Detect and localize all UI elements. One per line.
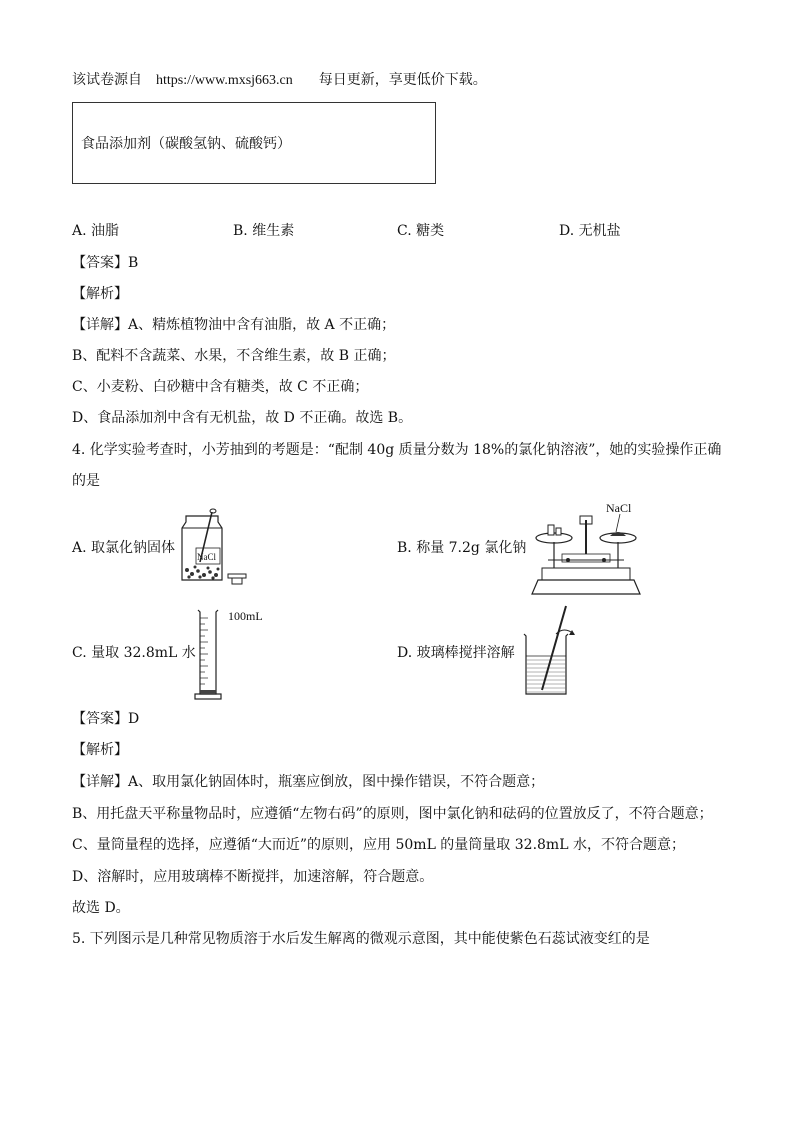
q4-stem-line2: 的是: [72, 473, 100, 489]
q4-option-a: A. 取氯化钠固体: [72, 540, 176, 556]
q4-stem-line1: 4. 化学实验考查时，小芳抽到的考题是：“配制 40g 质量分数为 18%的氯化钠溶液”，她的实验操作正确: [72, 442, 722, 458]
q3-detail-3: C、小麦粉、白砂糖中含有糖类，故 C 不正确；: [72, 379, 369, 395]
source-url[interactable]: https://www.mxsj663.cn: [156, 73, 293, 88]
q3-option-a: A. 油脂: [72, 223, 120, 239]
q4-option-c: C. 量取 32.8mL 水: [72, 645, 196, 661]
cylinder-label: 100mL: [228, 609, 263, 623]
ingredient-box-text: 食品添加剂（碳酸氢钠、硫酸钙）: [81, 136, 291, 152]
ingredient-box: [72, 102, 436, 184]
reagent-jar-figure: [178, 508, 258, 584]
q4-option-d: D. 玻璃棒搅拌溶解: [397, 645, 515, 661]
q3-option-c: C. 糖类: [397, 223, 445, 239]
q4-analysis-label: 【解析】: [72, 742, 128, 758]
q3-option-b: B. 维生素: [233, 223, 295, 239]
source-slogan: 每日更新，享更低价下载。: [318, 72, 487, 88]
balance-label: NaCl: [606, 501, 632, 515]
q4-answer: 【答案】D: [72, 711, 140, 727]
q4-detail-5: 故选 D。: [72, 900, 130, 916]
q5-stem: 5. 下列图示是几种常见物质溶于水后发生解离的微观示意图，其中能使紫色石蕊试液变红的是: [72, 931, 650, 947]
q3-detail-2: B、配料不含蔬菜、水果，不含维生素，故 B 正确；: [72, 348, 396, 364]
q4-detail-2: B、用托盘天平称量物品时，应遵循“左物右码”的原则，图中氯化钠和砝码的位置放反了，不符合题意；: [72, 806, 713, 822]
source-prefix: 该试卷源自: [72, 72, 142, 88]
q3-detail-1: 【详解】A、精炼植物油中含有油脂，故 A 不正确；: [72, 317, 396, 333]
balance-figure: [528, 498, 644, 596]
q4-detail-3: C、量筒量程的选择，应遵循“大而近”的原则，应用 50mL 的量筒量取 32.8mL 水，不符合题意；: [72, 837, 685, 853]
q4-detail-4: D、溶解时，应用玻璃棒不断搅拌，加速溶解，符合题意。: [72, 869, 434, 885]
q3-answer: 【答案】B: [72, 255, 139, 271]
q3-detail-4: D、食品添加剂中含有无机盐，故 D 不正确。故选 B。: [72, 410, 413, 426]
q4-option-b: B. 称量 7.2g 氯化钠: [397, 540, 527, 556]
graduated-cylinder-figure: [192, 606, 276, 700]
q4-detail-1: 【详解】A、取用氯化钠固体时，瓶塞应倒放，图中操作错误，不符合题意；: [72, 774, 545, 790]
q3-option-d: D. 无机盐: [559, 223, 621, 239]
source-header: [72, 70, 487, 91]
q3-analysis-label: 【解析】: [72, 286, 128, 302]
jar-label: NaCl: [197, 552, 216, 562]
beaker-stirring-figure: [520, 604, 590, 698]
